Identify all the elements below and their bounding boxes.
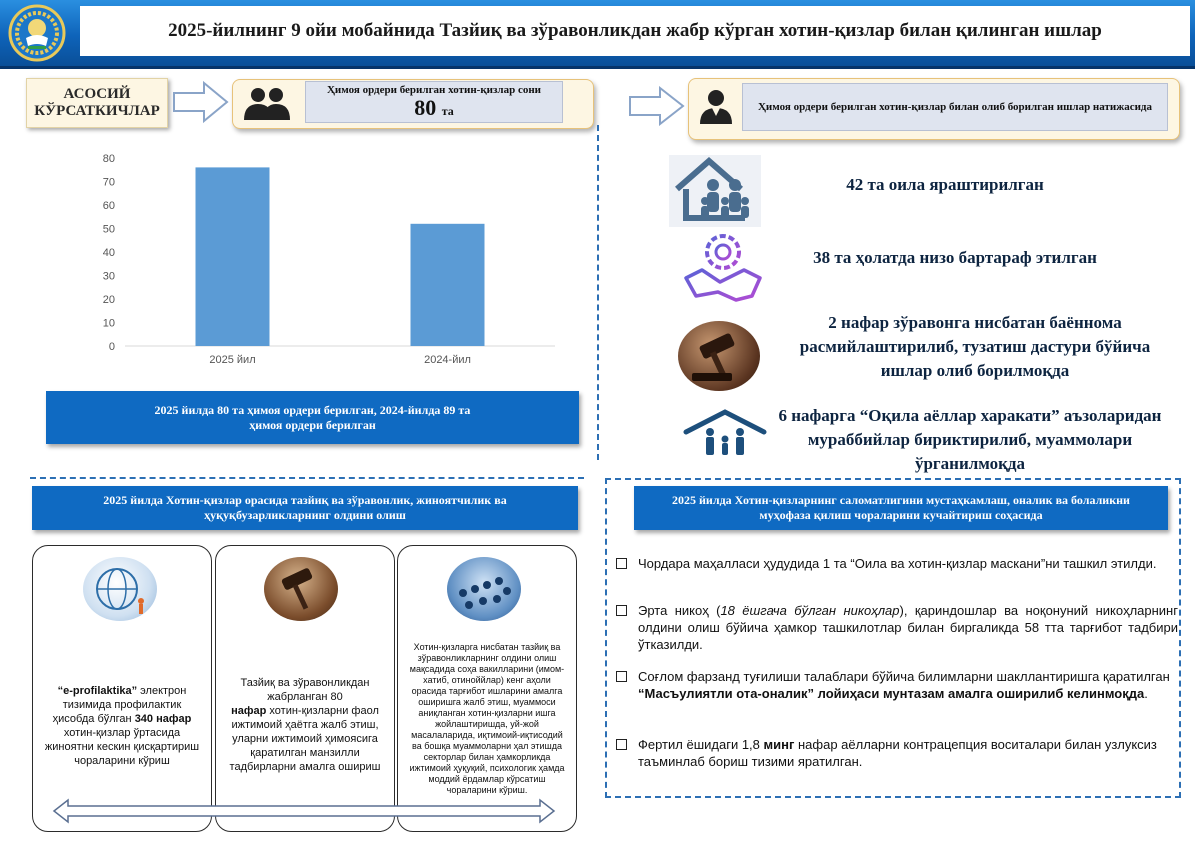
health-bullet-2-italic: 18 ёшгача бўлган никоҳлар (720, 603, 900, 618)
outcome-protocol: 2 нафар зўравонга нисбатан баённома расмийлаштирилиб, тузатиш дастури бўйича ишлар олиб борилмоқда (799, 313, 1151, 380)
eprofilaktika-count: 340 нафар (134, 713, 192, 725)
health-bullet-1 (616, 555, 1178, 572)
bullet-square-icon (616, 671, 627, 682)
chart-bar (411, 224, 485, 346)
health-bullet-3-text-1: Соғлом фарзанд туғилиши талаблари бўйича билимларни шакллантиришга қаратилган (638, 669, 1170, 684)
prevention-card-outreach-text: Хотин-қизларга нисбатан тазйиқ ва зўравонликларнинг олдини олиш мақсадида соҳа вакилларини (имом-хатиб, отиноййлар) кенг аҳоли орасида тарғибот ишларини амалга оширишга жалб этиш, муаммоси аниқланган хотин-қизларни ишга жойлаштиришда, уй-жой масалаларида, иқтимоий-иқтисодий ва бошқа муаммоларни ҳал этишда секторлар билан ҳамкорликда ижтимоий ҳуқуқий, психологик ҳамда моддий ёрдамлар кўрсатиш чораларини кўриш. (409, 642, 565, 795)
outcome-reconciled: 42 та оила яраштирилган (846, 175, 1044, 194)
gavel-icon (678, 321, 760, 391)
health-bullet-4-text-2: нафар аёлларни контрацепция воситалари билан узлуксиз таъминлаб бориш тизими яратилган. (638, 737, 1157, 769)
chart-y-axis (103, 153, 555, 353)
page-title: 2025-йилнинг 9 ойи мобайнида Тазйиқ ва зўравонликдан жабр кўрган хотин-қизлар билан қилинган ишлар (80, 6, 1190, 56)
health-bullet-3-bold: “Масъулиятли ота-оналик” лойиҳаси мунтазам амалга оширилиб келинмоқда (638, 686, 1145, 701)
social-text-1: Тазйиқ ва зўравонликдан жабрланган 80 (240, 677, 370, 703)
health-bullet-2-text-2: ), қариндошлар ва ноқонуний никоҳларнинг олдини олиш бўйича ҳамкор ташкилотлар билан биргаликда 58 тта тарғибот тадбири ўтказилди. (638, 603, 1178, 652)
chart-x-axis (209, 354, 471, 366)
outcome-mentors: 6 нафарга “Оқила аёллар харакати” аъзоларидан мураббийлар бириктирилиб, муаммолари ўрганилмоқда (778, 406, 1162, 473)
x-tick-label: 2025 йил (209, 354, 256, 366)
y-tick-label: 50 (102, 223, 115, 236)
protection-orders-unit: та (441, 104, 454, 118)
y-tick-label: 10 (102, 317, 115, 330)
protection-orders-chart (95, 148, 565, 373)
right-arrow-icon (628, 86, 686, 126)
prevention-title-text: 2025 йилда Хотин-қизлар орасида тазйиқ ва зўравонлик, жиноятчилик ва ҳуқуқбузарликларнинг олдини олиш (103, 493, 507, 522)
prevention-card-social-text (225, 676, 385, 774)
divider (30, 477, 584, 479)
divider (597, 125, 599, 460)
chart-bars (196, 167, 485, 346)
health-bullet-3-text-2: . (1144, 686, 1148, 701)
family-roof-icon (682, 408, 768, 464)
health-bullet-3 (616, 668, 1178, 702)
bullet-square-icon (616, 558, 627, 569)
prevention-card-eprofilaktika-text (44, 684, 200, 768)
handshake-gear-icon (682, 230, 764, 308)
protection-orders-label: Ҳимоя ордери берилган хотин-қизлар сони (326, 84, 542, 96)
y-tick-label: 70 (102, 176, 115, 189)
orders-summary-text: 2025 йилда 80 та ҳимоя ордери берилган, 2024-йилда 89 та ҳимоя ордери берилган (154, 402, 471, 432)
health-title-text: 2025 йилда Хотин-қизларнинг саломатлигини мустаҳкамлаш, оналик ва болаликни муҳофаза қилиш чораларини кучайтириш соҳасида (672, 493, 1130, 522)
health-bullet-2-text-1: Эрта никоҳ ( (638, 603, 721, 618)
globe-network-icon (83, 557, 157, 621)
social-unit: нафар (231, 705, 267, 717)
protection-orders-value (306, 96, 562, 123)
eprofilaktika-text-1: электрон тизимида профилактик ҳисобда бўлган (52, 685, 187, 725)
protection-orders-panel (305, 81, 563, 123)
health-bullet-2 (616, 602, 1178, 653)
woman-icon (696, 86, 736, 126)
key-indicators-label: АСОСИЙ КЎРСАТКИЧЛАР (26, 78, 168, 128)
bullet-square-icon (616, 605, 627, 616)
health-bullet-4 (616, 736, 1178, 770)
y-tick-label: 40 (102, 247, 115, 259)
prevention-section-title (32, 486, 578, 530)
social-text-2: хотин-қизларни фаол ижтимоий ҳаётга жалб этиш, уларни ижтимоий ҳимоясига қаратилган манзилли тадбирларни амалга ошириш (229, 705, 381, 773)
right-arrow-icon (172, 80, 230, 124)
protection-orders-number: 80 (414, 95, 437, 120)
gavel-icon (264, 557, 338, 621)
health-section-title (634, 486, 1168, 530)
state-emblem-icon (8, 4, 66, 62)
y-tick-label: 60 (102, 200, 115, 212)
y-tick-label: 20 (102, 294, 115, 306)
y-tick-label: 30 (102, 270, 115, 283)
eprofilaktika-name: “e-profilaktika” (57, 685, 138, 697)
health-bullet-4-bold: минг (763, 737, 795, 752)
y-tick-label: 0 (108, 341, 115, 353)
results-label: Ҳимоя ордери берилган хотин-қизлар билан олиб борилган ишлар натижасида (742, 83, 1168, 131)
people-icon (238, 84, 294, 122)
orders-summary-box (46, 391, 579, 444)
crowd-icon (447, 557, 521, 621)
eprofilaktika-text-2: хотин-қизлар ўртасида жиноятни кескин қисқартириш чораларини кўриш (44, 727, 200, 767)
health-bullet-4-text-1: Фертил ёшидаги 1,8 (638, 737, 764, 752)
y-tick-label: 80 (102, 153, 115, 165)
family-house-icon (669, 155, 761, 227)
health-bullet-1-text: Чордара маҳалласи ҳудудида 1 та “Оила ва хотин-қизлар маскани”ни ташкил этилди. (638, 556, 1157, 571)
chart-bar (196, 167, 270, 346)
double-arrow-icon (52, 798, 556, 824)
bullet-square-icon (616, 739, 627, 750)
x-tick-label: 2024-йил (424, 354, 471, 366)
outcome-dispute-resolved: 38 та ҳолатда низо бартараф этилган (813, 248, 1097, 267)
